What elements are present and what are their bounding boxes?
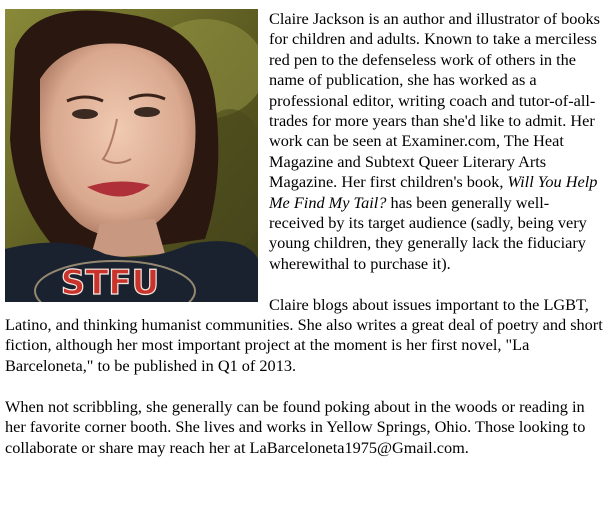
bio-paragraph-1-text-start: Claire Jackson is an author and illustrator of books for children and adults. Known to take a merciless red pen to the defenseless work of others in the name of publication, she has worked as a professional editor, writing coach and tutor-of-all-trades for more years than she'd like to admit. Her work can be seen at Examiner.com, The Heat Magazine and Subtext Queer Literary Arts Magazine. Her first children's book, bbox=[269, 9, 600, 192]
bio-paragraph-1-text-end: has been generally well-received by its target audience (sadly, being very young children, they generally lack the fiduciary wherewithal to purchase it). bbox=[269, 192, 587, 273]
shirt-logo-text: STFU bbox=[60, 263, 160, 302]
author-bio bbox=[5, 9, 603, 478]
author-portrait-image bbox=[5, 9, 258, 302]
bio-paragraph-3: When not scribbling, she generally can be found poking about in the woods or reading in her favorite corner booth. She lives and works in Yellow Springs, Ohio. Those looking to collaborate or share may reach her at LaBarceloneta1975@Gmail.com. bbox=[5, 396, 586, 457]
author-photo bbox=[5, 9, 258, 302]
book-title: Will You Help Me Find My Tail? bbox=[269, 172, 598, 212]
bio-paragraph-2: Claire blogs about issues important to the LGBT, Latino, and thinking humanist communities. She also writes a great deal of poetry and short fiction, although her most important project at the moment is her first novel, "La Barceloneta," to be published in Q1 of 2013. bbox=[5, 294, 603, 375]
